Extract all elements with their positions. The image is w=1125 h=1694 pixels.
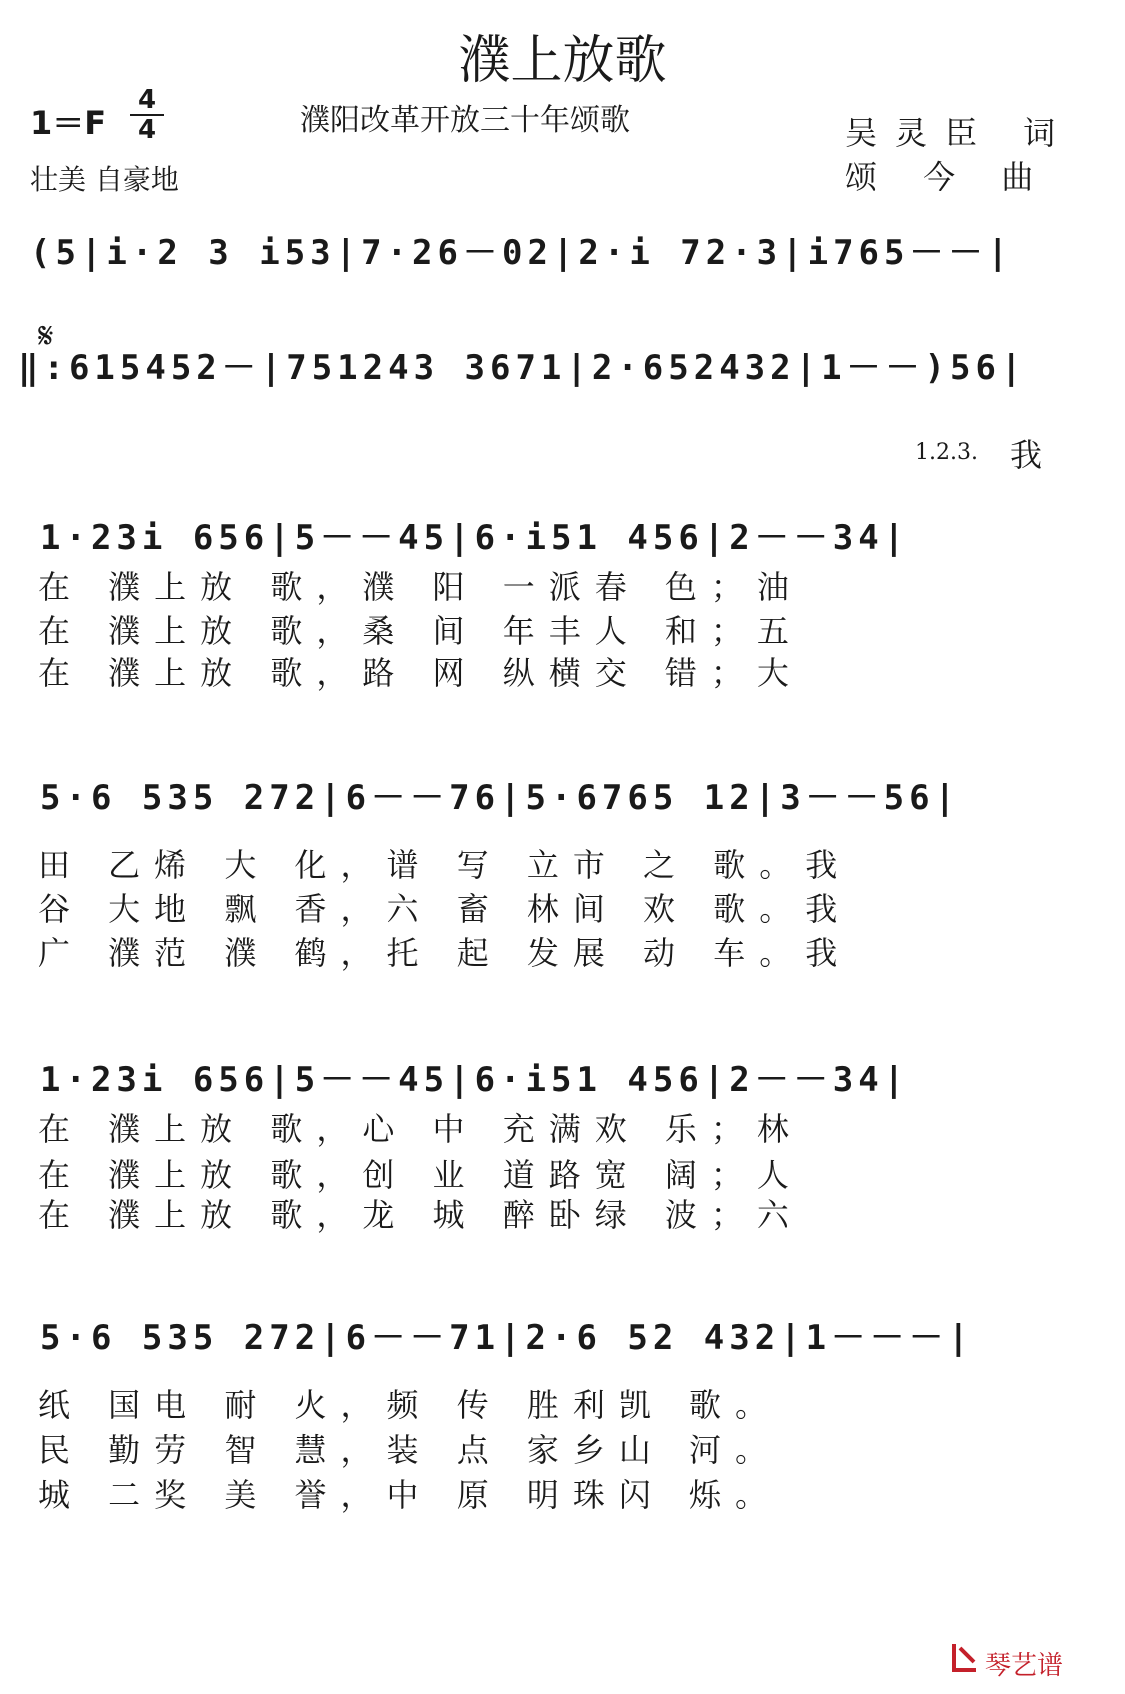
system-1-lyric-2: 在 濮上放 歌，桑 间 年丰人 和；五 [38,612,803,650]
system-1-notation: 1·23i 656|5－－45|6·i51 456|2－－34| [40,518,910,558]
system-4-notation: 5·6 535 272|6－－71|2·6 52 432|1－－－| [40,1318,974,1358]
meter-bottom: 4 [130,114,164,144]
system-3-notation: 1·23i 656|5－－45|6·i51 456|2－－34| [40,1060,910,1100]
tempo-marking: 壮美 自豪地 [30,163,179,196]
time-signature [130,86,164,144]
key-signature: 1＝F [30,104,107,142]
system-1-lyric-1: 在 濮上放 歌，濮 阳 一派春 色；油 [38,568,803,606]
system-3-lyric-1: 在 濮上放 歌，心 中 充满欢 乐；林 [38,1110,803,1148]
meter-top: 4 [137,85,157,115]
stanza-marker: 1.2.3. [915,440,978,465]
system-4-lyric-2: 民 勤劳 智 慧，装 点 家乡山 河。 [38,1431,782,1469]
watermark-text: 琴艺谱 [985,1651,1064,1681]
system-2-lyric-2: 谷 大地 飘 香，六 畜 林间 欢 歌。我 [38,890,852,928]
system-3-lyric-2: 在 濮上放 歌，创 业 道路宽 阔；人 [38,1156,803,1194]
song-subtitle: 濮阳改革开放三十年颂歌 [300,103,630,138]
system-2-lyric-3: 广 濮范 濮 鹤，托 起 发展 动 车。我 [38,934,852,972]
pickup-lyric: 我 [1010,436,1043,474]
system-3-lyric-3: 在 濮上放 歌，龙 城 醉卧绿 波；六 [38,1196,803,1234]
intro-notation-line-1: (5|i·2 3 i53|7·26－02|2·i 72·3|i765－－| [30,233,1013,273]
system-2-notation: 5·6 535 272|6－－76|5·6765 12|3－－56| [40,778,961,818]
intro-notation-line-2: ‖:615452－|751243 3671|2·652432|1－－)56| [18,348,1027,388]
system-2-lyric-1: 田 乙烯 大 化，谱 写 立市 之 歌。我 [38,846,852,884]
system-4-lyric-1: 纸 国电 耐 火，频 传 胜利凯 歌。 [38,1386,782,1424]
lyricist-credit: 吴灵臣 词 [845,114,1074,152]
song-title: 濮上放歌 [458,31,667,91]
system-1-lyric-3: 在 濮上放 歌，路 网 纵横交 错；大 [38,654,803,692]
composer-credit: 颂 今 曲 [845,158,1052,196]
system-4-lyric-3: 城 二奖 美 誉，中 原 明珠闪 烁。 [38,1476,782,1514]
segno-sign: 𝄋 [38,316,54,357]
watermark-logo-icon [950,1640,980,1674]
